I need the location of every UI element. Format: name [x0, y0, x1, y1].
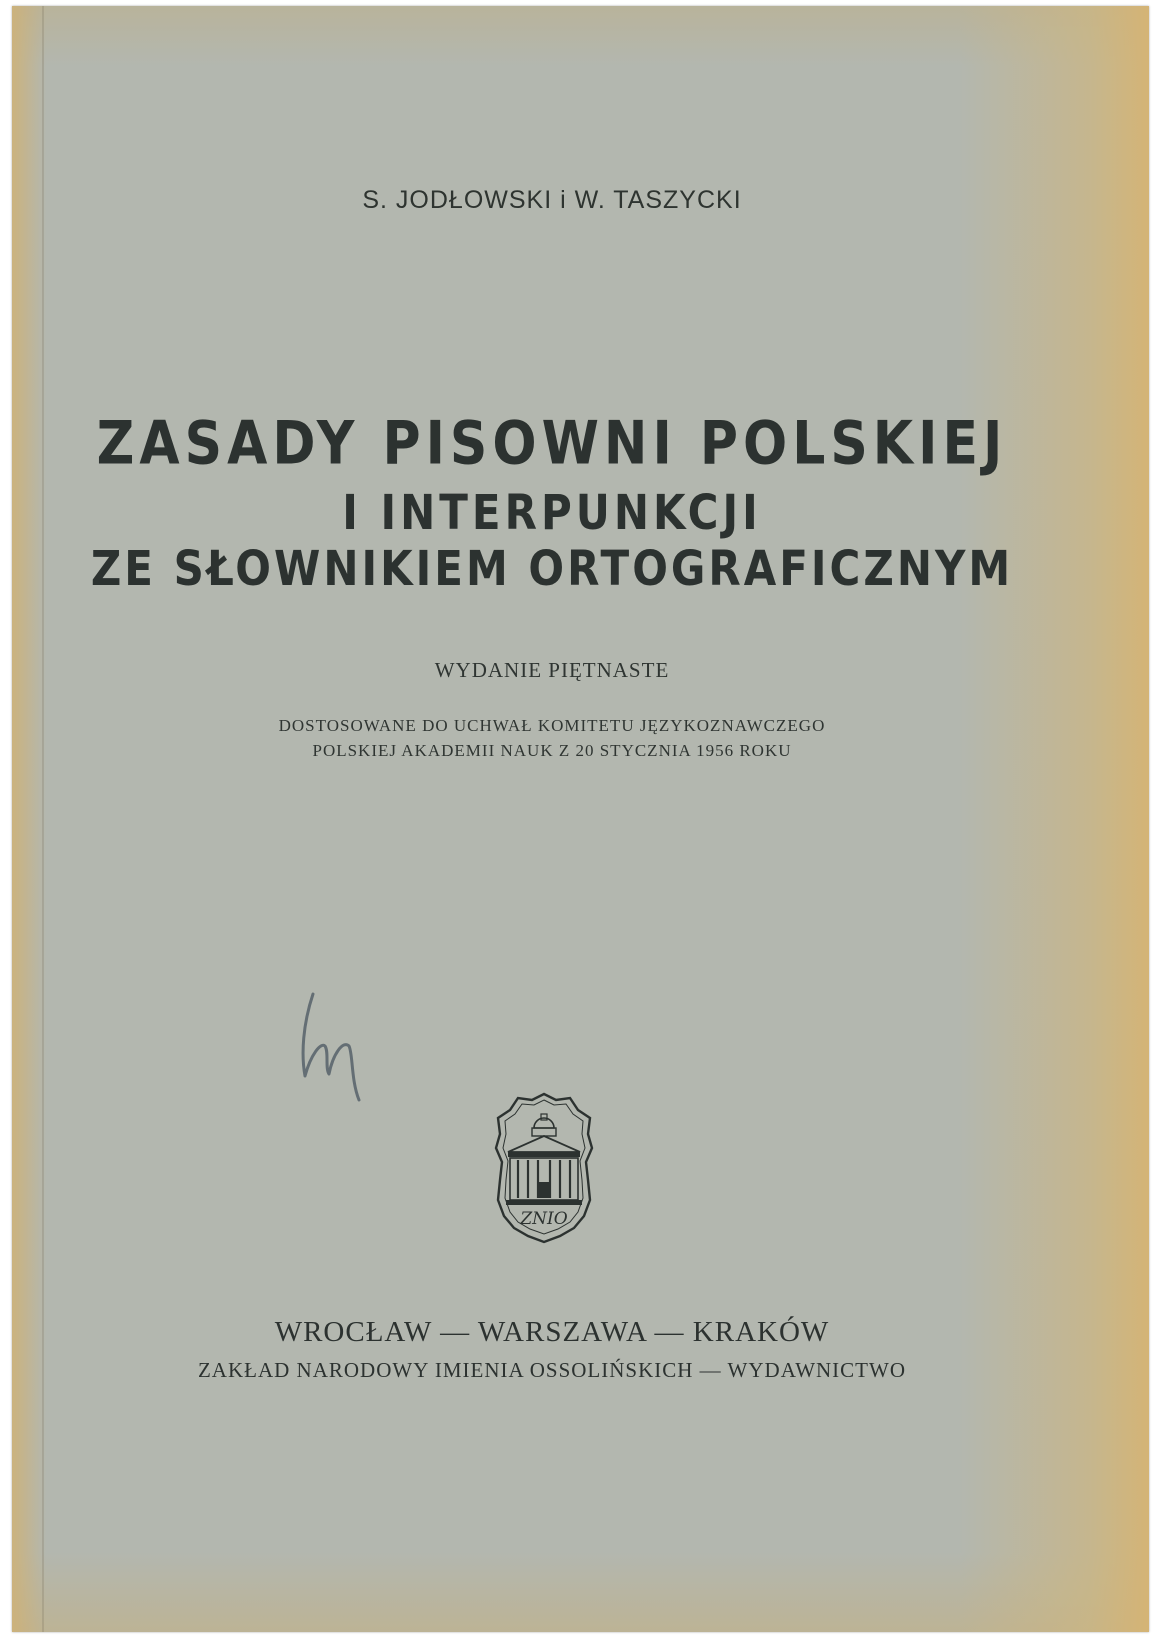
adapted-line-2: POLSKIEJ AKADEMII NAUK Z 20 STYCZNIA 1956 ROKU: [312, 741, 792, 760]
author-line: S. JODŁOWSKI i W. TASZYCKI: [362, 186, 742, 214]
book-cover: [12, 6, 1149, 1632]
adapted-line-1: DOSTOSOWANE DO UCHWAŁ KOMITETU JĘZYKOZNAWCZEGO: [278, 716, 826, 735]
publication-cities: WROCŁAW — WARSZAWA — KRAKÓW: [274, 1316, 830, 1348]
ossolineum-logo: [494, 1090, 594, 1246]
svg-text:ZNIO: ZNIO: [520, 1209, 568, 1229]
title-line-1: ZASADY PISOWNI POLSKIEJ: [96, 409, 1008, 479]
publisher-line: ZAKŁAD NARODOWY IMIENIA OSSOLIŃSKICH — WYDAWNICTWO: [197, 1358, 906, 1382]
title-line-3: ZE SŁOWNIKIEM ORTOGRAFICZNYM: [90, 540, 1014, 597]
spine-crease: [42, 6, 44, 1632]
edition-line: WYDANIE PIĘTNASTE: [434, 658, 670, 682]
title-line-2: I INTERPUNKCJI: [342, 484, 762, 541]
handwritten-mark: [295, 984, 375, 1104]
